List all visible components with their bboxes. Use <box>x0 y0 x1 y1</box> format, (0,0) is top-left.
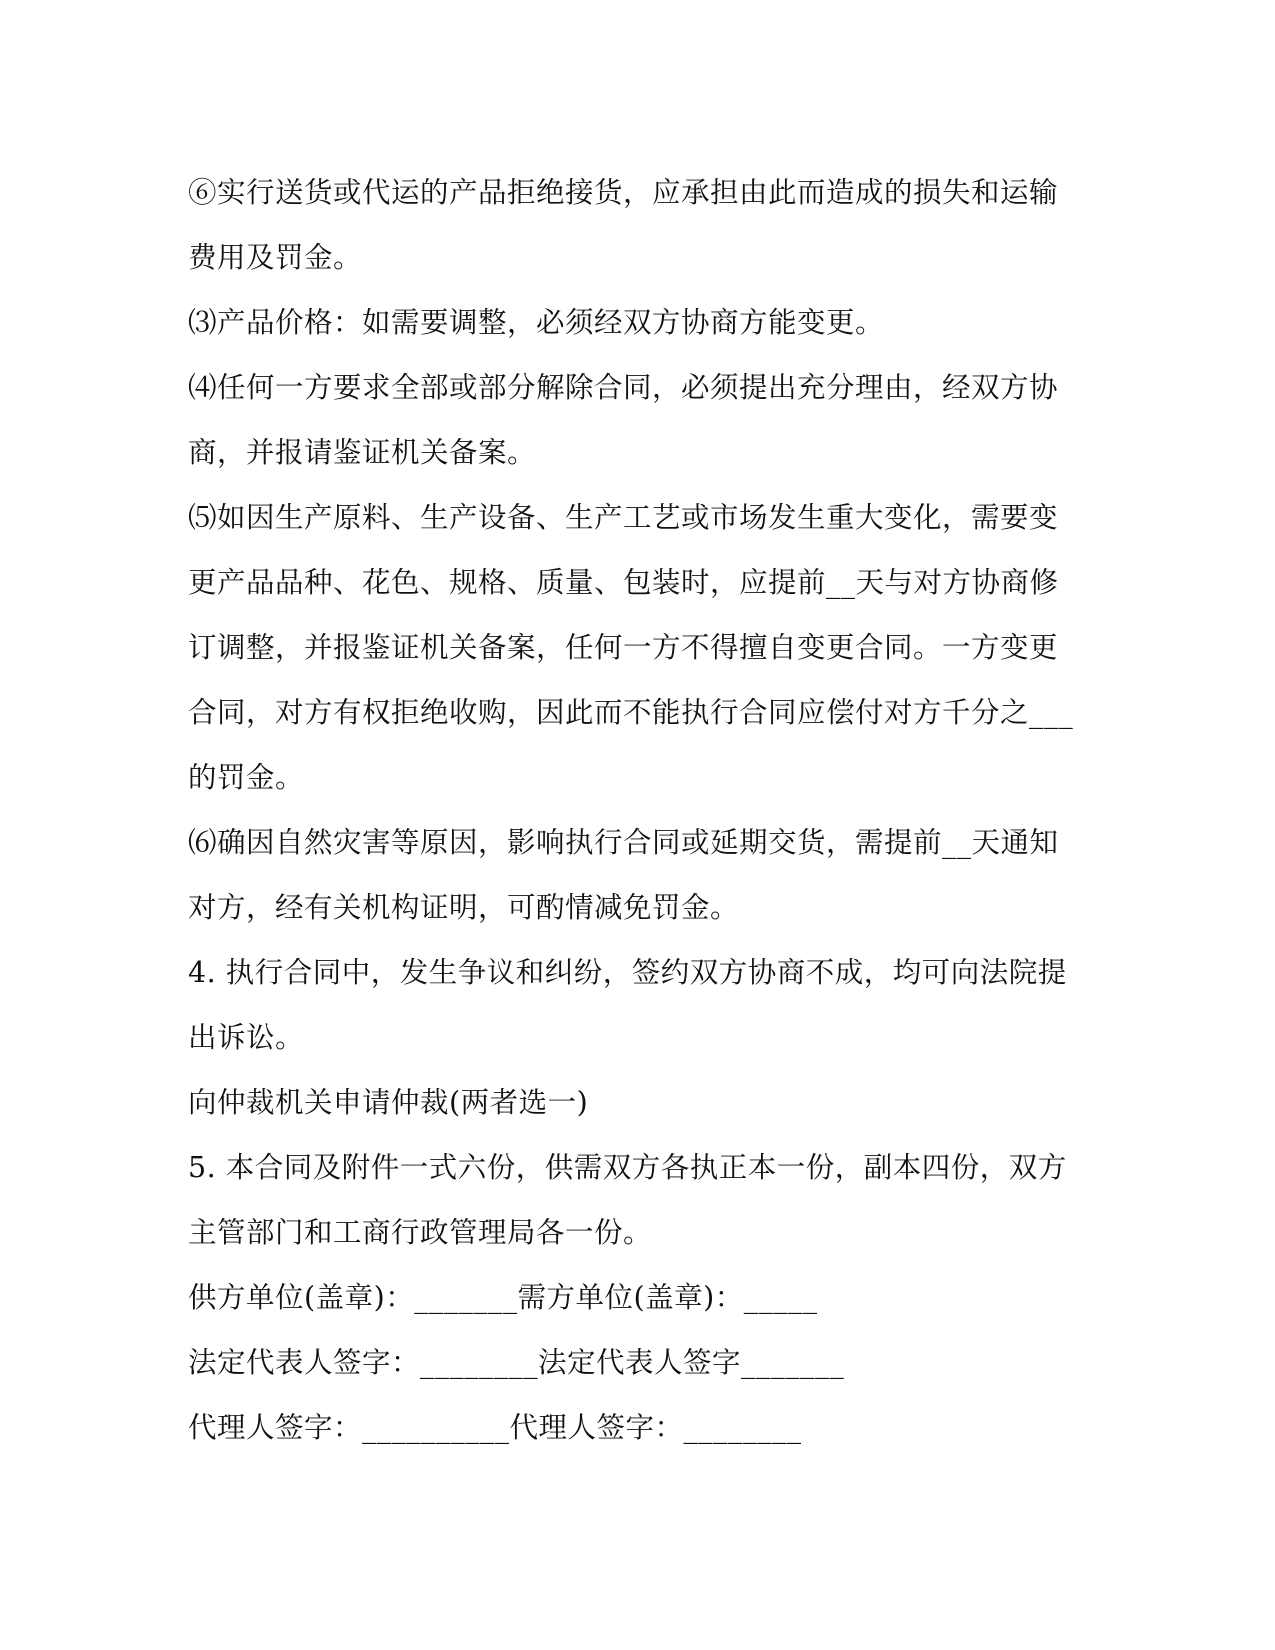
signature-line-agent: 代理人签字：__________代理人签字：________ <box>188 1411 802 1444</box>
signature-line-representative: 法定代表人签字：________法定代表人签字_______ <box>188 1346 845 1379</box>
text-line: 主管部门和工商行政管理局各一份。 <box>188 1216 653 1249</box>
text-line: 对方，经有关机构证明，可酌情减免罚金。 <box>188 891 740 924</box>
text-line: ⑷任何一方要求全部或部分解除合同，必须提出充分理由，经双方协 <box>188 371 1059 404</box>
text-line: 商，并报请鉴证机关备案。 <box>188 436 537 469</box>
text-line: ⑹确因自然灾害等原因，影响执行合同或延期交货，需提前__天通知 <box>188 826 1059 859</box>
text-line: 的罚金。 <box>188 761 305 794</box>
contract-text <box>188 160 1088 1460</box>
text-line: 4. 执行合同中，发生争议和纠纷，签约双方协商不成，均可向法院提 <box>188 956 1067 989</box>
text-line: 更产品品种、花色、规格、质量、包装时，应提前__天与对方协商修 <box>188 566 1059 599</box>
text-line: 出诉讼。 <box>188 1021 305 1054</box>
text-line: ⑥实行送货或代运的产品拒绝接货，应承担由此而造成的损失和运输 <box>188 176 1059 209</box>
signature-line-unit: 供方单位(盖章)：_______需方单位(盖章)：_____ <box>188 1281 818 1314</box>
text-line: ⑸如因生产原料、生产设备、生产工艺或市场发生重大变化，需要变 <box>188 501 1059 534</box>
text-line: 向仲裁机关申请仲裁(两者选一) <box>188 1086 589 1119</box>
text-line: ⑶产品价格：如需要调整，必须经双方协商方能变更。 <box>188 306 885 339</box>
text-line: 费用及罚金。 <box>188 241 363 274</box>
text-line: 5. 本合同及附件一式六份，供需双方各执正本一份，副本四份，双方 <box>188 1151 1067 1184</box>
text-line: 合同，对方有权拒绝收购，因此而不能执行合同应偿付对方千分之___ <box>188 696 1074 729</box>
text-line: 订调整，并报鉴证机关备案，任何一方不得擅自变更合同。一方变更 <box>188 631 1059 664</box>
